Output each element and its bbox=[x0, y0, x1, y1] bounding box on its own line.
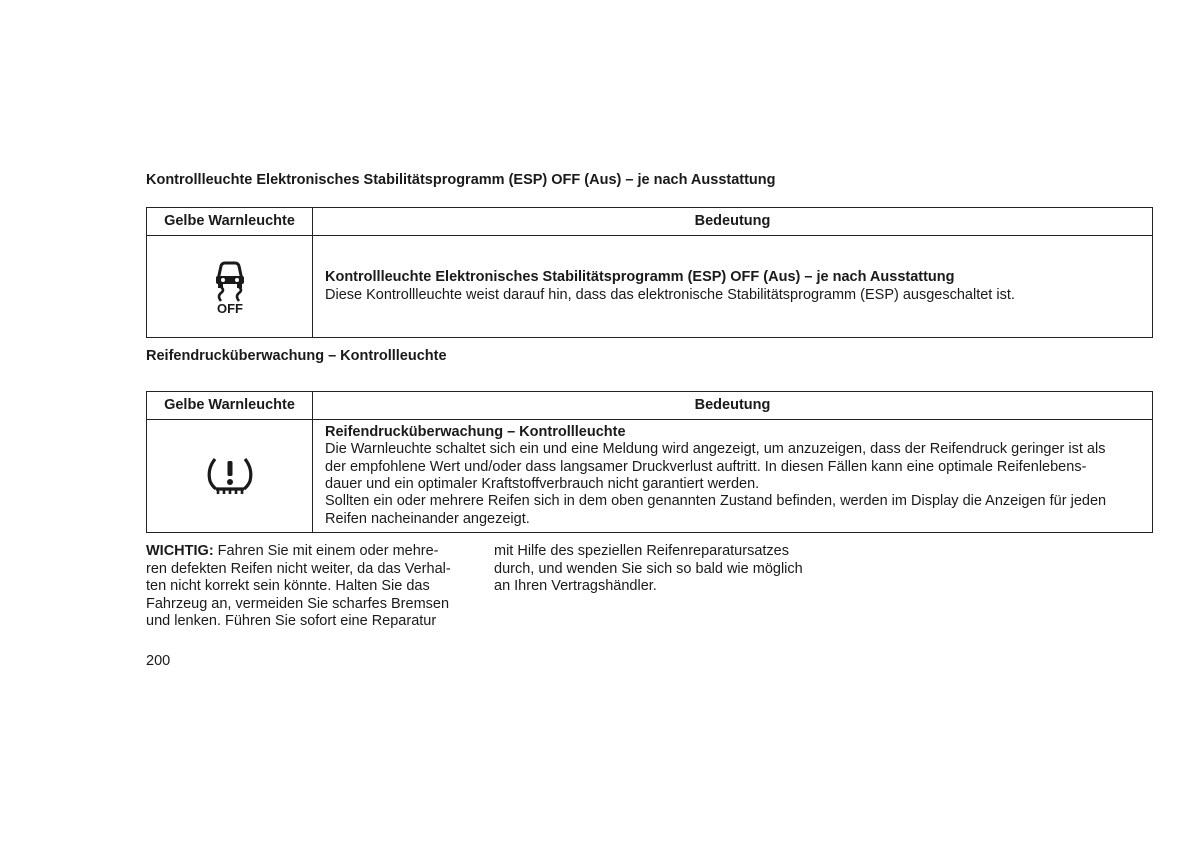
row-title: Kontrollleuchte Elektronisches Stabilitätsprogramm (ESP) OFF (Aus) – je nach Ausstattung bbox=[325, 269, 955, 286]
row-description: Diese Kontrollleuchte weist darauf hin, dass das elektronische Stabilitätsprogramm (ESP) ausgeschaltet ist. bbox=[325, 286, 1015, 303]
icon-cell bbox=[147, 236, 313, 338]
page-number: 200 bbox=[146, 653, 171, 669]
section-heading-tpms: Reifendrucküberwachung – Kontrollleuchte bbox=[146, 348, 447, 364]
row-title: Reifendrucküberwachung – Kontrollleuchte bbox=[325, 423, 626, 440]
tpms-warning-table bbox=[146, 391, 1153, 533]
row-description-2: Sollten ein oder mehrere Reifen sich in dem oben genannten Zustand befinden, werden im Display die Anzeigen für jeden Reifen nacheinander angezeigt. bbox=[325, 493, 1107, 527]
note-lead: WICHTIG: bbox=[146, 543, 214, 559]
tire-pressure-warning-icon bbox=[147, 455, 312, 497]
section-heading-esp: Kontrollleuchte Elektronisches Stabilitätsprogramm (ESP) OFF (Aus) – je nach Ausstattung bbox=[146, 172, 776, 188]
column-header-warning-light: Gelbe Warnleuchte bbox=[147, 208, 313, 236]
column-header-warning-light: Gelbe Warnleuchte bbox=[147, 392, 313, 420]
column-header-meaning: Bedeutung bbox=[313, 208, 1153, 236]
note-left-column bbox=[146, 543, 459, 631]
esp-warning-table bbox=[146, 207, 1153, 338]
column-header-meaning: Bedeutung bbox=[313, 392, 1153, 420]
meaning-cell bbox=[313, 236, 1153, 338]
esp-off-icon-label: OFF bbox=[216, 300, 243, 314]
esp-off-icon bbox=[147, 260, 312, 314]
icon-cell bbox=[147, 420, 313, 533]
row-description-1: Die Warnleuchte schaltet sich ein und eine Meldung wird angezeigt, um anzuzeigen, dass der Reifendruck geringer ist als der empfohlene Wert und/oder dass langsamer Druckverlust auftritt. In diesen Fällen kann eine optimale Reifenlebens- dauer und ein optimaler Kraftstoffverbrauch nicht garantiert werden. bbox=[325, 441, 1106, 492]
note-left-text: Fahren Sie mit einem oder mehre- ren defekten Reifen nicht weiter, da das Verhal- ten nicht korrekt sein könnte. Halten Sie das Fahrzeug an, vermeiden Sie scharfes Bremsen und lenken. Führen Sie sofort eine Reparatur bbox=[146, 543, 451, 630]
note-right-column: mit Hilfe des speziellen Reifenreparatursatzes durch, und wenden Sie sich so bald wie möglich an Ihren Vertragshändler. bbox=[494, 543, 803, 595]
meaning-cell bbox=[313, 420, 1153, 533]
